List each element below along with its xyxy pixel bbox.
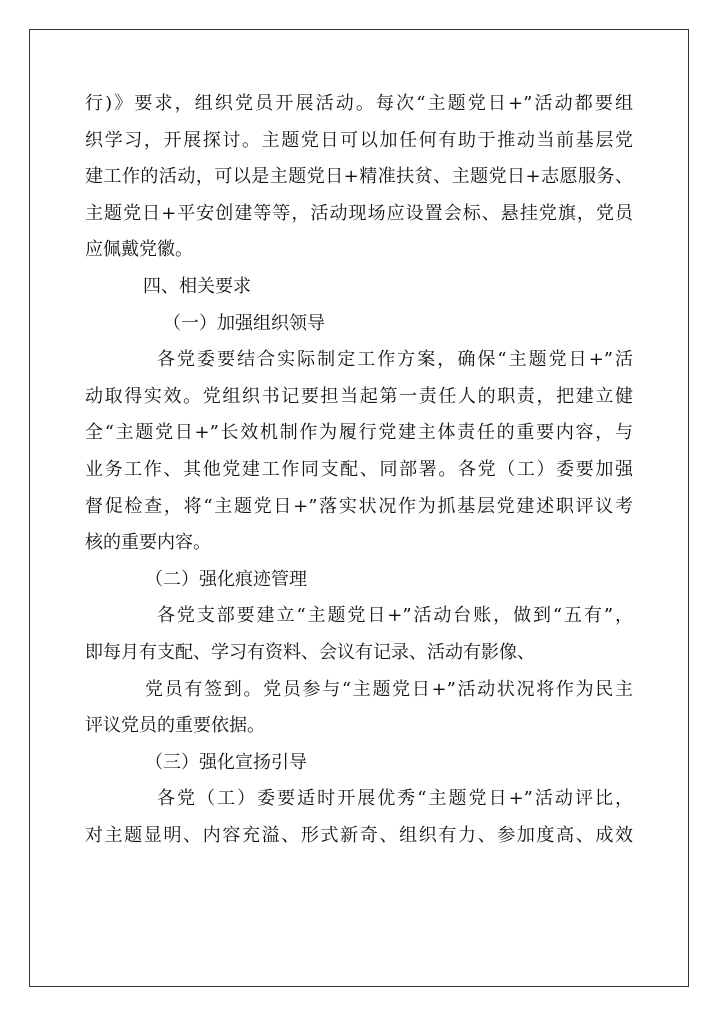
paragraph-line: 应佩戴党徽。 [85,239,193,261]
paragraph-line: 督促检查，将“主题党日+”落实状况作为抓基层党建述职评议考 [85,495,633,517]
paragraph-line: 各党委要结合实际制定工作方案，确保“主题党日+”活 [157,349,633,371]
document-body [85,86,633,854]
paragraph-line: 党员有签到。党员参与“主题党日+”活动状况将作为民主 [145,678,633,700]
paragraph-line: 动取得实效。党组织书记要担当起第一责任人的职责，把建立健 [85,385,633,407]
paragraph-line: 对主题显明、内容充溢、形式新奇、组织有力、参加度高、成效 [85,824,633,846]
paragraph-line: 织学习，开展探讨。主题党日可以加任何有助于推动当前基层党 [85,129,633,151]
subsection-heading: （二）强化痕迹管理 [145,568,307,590]
paragraph-line: 业务工作、其他党建工作同支配、同部署。各党（工）委要加强 [85,458,633,480]
subsection-heading: （一）加强组织领导 [163,312,325,334]
subsection-heading: （三）强化宣扬引导 [145,751,307,773]
paragraph-line: 核的重要内容。 [85,532,211,554]
paragraph-line: 评议党员的重要依据。 [85,715,265,737]
paragraph-line: 建工作的活动，可以是主题党日+精准扶贫、主题党日+志愿服务、 [85,166,633,188]
paragraph-line: 主题党日+平安创建等等，活动现场应设置会标、悬挂党旗，党员 [85,202,633,224]
paragraph-line: 行)》要求，组织党员开展活动。每次“主题党日+”活动都要组 [85,93,633,114]
section-heading: 四、相关要求 [143,275,251,297]
paragraph-line: 各党支部要建立“主题党日+”活动台账，做到“五有”， [157,605,633,627]
paragraph-line: 各党（工）委要适时开展优秀“主题党日+”活动评比， [157,788,633,810]
paragraph-line: 全“主题党日+”长效机制作为履行党建主体责任的重要内容，与 [85,422,633,444]
paragraph-line: 即每月有支配、学习有资料、会议有记录、活动有影像、 [85,641,535,663]
